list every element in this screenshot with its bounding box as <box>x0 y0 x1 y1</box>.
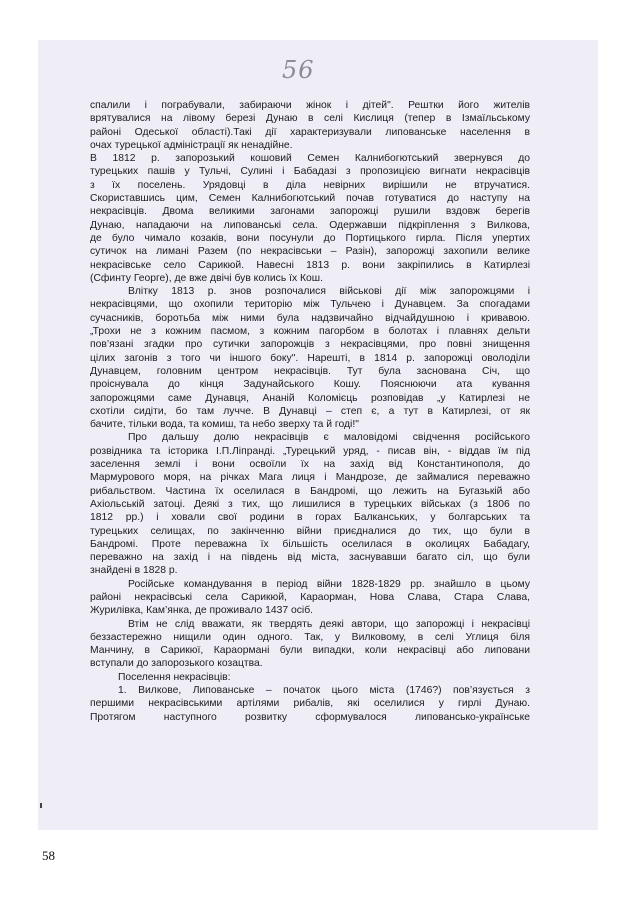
text-line: сутичок на лимані Разем (по некрасівськи – Разін), запорожці захопили велике <box>90 246 530 258</box>
text-line: заселення землі і вони освоїли їх на захід від Константинополя, до <box>90 459 530 471</box>
text-line: Влітку 1813 р. знов розпочалися військові дії між запорожцями і <box>128 286 530 298</box>
text-line: Дунаю, нападаючи на липованські села. Одержавши підкріплення з Вилкова, <box>90 219 530 231</box>
body-text <box>90 99 530 724</box>
scan-speck <box>40 803 42 808</box>
text-line: пов’язані згадки про сутички запорожців з некрасівцями, про повні знищення <box>90 339 530 351</box>
page-number: 58 <box>42 848 55 863</box>
text-line: схотіли сидіти, бо там лучче. В Дунавці – степ є, а тут в Катирлезі, от як <box>90 405 530 417</box>
text-line: некрасівцями, що охопили територію між Тульчею і Дунавцем. За спогадами <box>90 299 530 311</box>
text-line: переважно на захід і на південь від міста, заснувавши багато сіл, що були <box>90 552 530 564</box>
text-line: 1. Вилкове, Липованське – початок цього міста (1746?) пов’язується з <box>118 685 530 697</box>
text-line: очах турецької адміністрації як ненадійне. <box>90 139 293 151</box>
text-line: першими некрасівськими артілями рибалів, які оселилися у гирлі Дунаю. <box>90 698 530 710</box>
text-line: некрасівців. Двома великими загонами запорожці рушили вздовж берегів <box>90 206 530 218</box>
text-line: врятувалися на лівому березі Дунаю в селі Кислиця (тепер в Ізмаїльському <box>90 113 530 125</box>
handwritten-page-mark: 56 <box>282 56 315 84</box>
text-line: Скориставшись цим, Семен Калнибогютський почав готуватися до наступу на <box>90 193 530 205</box>
text-line: бачите, тільки вода, та комиш, та небо зверху та й годі!" <box>90 419 359 431</box>
text-line: де було чимало козаків, вони посунули до Портицького гирла. Після упертих <box>90 232 530 244</box>
text-line: районі Одеської області).Такі дії характеризували липованське населення в <box>90 126 530 138</box>
text-line: В 1812 р. запорозький кошовий Семен Калнибогютський звернувся до <box>90 153 530 165</box>
text-line: Журилівка, Кам’янка, де проживало 1437 осіб. <box>90 605 314 617</box>
text-line: сучасників, боротьба між ними була надзвичайно відчайдушною і кривавою. <box>90 312 530 324</box>
text-line: запорожцями саме Дунавця, Ананій Коломієць розповідав „у Катирлезі не <box>90 392 530 404</box>
text-line: Протягом наступного розвитку сформувалося липованськo-українське <box>90 711 530 723</box>
text-line: з їх поселень. Урядовці в діла невірних вирішили не втручатися. <box>90 179 530 191</box>
text-line: 1812 рр.) і ховали свої родини в горах Балканських, у болгарських та <box>90 512 530 524</box>
text-line: Російське командування в період війни 1828-1829 рр. знайшло в цьому <box>128 578 530 590</box>
text-line: Манчину, в Сарикюї, Караормані були випадки, коли некрасівці або липовани <box>90 645 530 657</box>
text-line: розвідника та історика І.П.Ліпранді. „Турецький уряд, - писав він, - віддав їм під <box>90 445 530 457</box>
text-line: спалили і пограбували, забираючи жінок і дітей". Рештки його жителів <box>90 100 530 111</box>
text-line: вступали до запорозького козацтва. <box>90 658 263 670</box>
text-line: районі некрасівські села Сарикюй, Караорман, Нова Слава, Стара Слава, <box>90 591 530 603</box>
text-line: Дунавцем, головним центром некрасівців. Тут була заснована Січ, що <box>90 365 530 377</box>
text-line: беззастережно нищили один одного. Так, у Вилковому, в селі Углиця біля <box>90 631 530 643</box>
text-line: некрасівське село Сарикюй. Навесні 1813 р. вони закріпились в Катирлезі <box>90 259 530 271</box>
text-line: Ахіольській затоці. Деякі з тих, що лишилися в турецьких військах (з 1806 по <box>90 498 530 510</box>
text-line: знайдені в 1828 р. <box>90 565 178 577</box>
text-line: Втім не слід вважати, як твердять деякі автори, що запорожці і некрасівці <box>128 618 530 630</box>
text-line: Бандромі. Проте переважна їх більшість оселилася в околицях Бабадагу, <box>90 538 530 550</box>
text-line: Мармурового моря, на річках Мага лиця і Мандрозе, де займалися переважно <box>90 472 530 484</box>
text-line: рибальством. Частина їх оселилася в Бандромі, що лежить на Бугазькій або <box>90 485 530 497</box>
text-line: Про дальшу долю некрасівців є маловідомі свідчення російського <box>128 432 530 444</box>
text-line: Поселення некрасівців: <box>118 671 231 683</box>
text-line: цілих загонів з того чи іншого боку". Нарешті, в 1814 р. запорожці оволоділи <box>90 352 530 364</box>
text-line: (Сфинту Георге), де вже двічі був колись їх Кош. <box>90 272 323 284</box>
text-line: проіснувала до кінця Задунайського Кошу. Пояснюючи ата кування <box>90 379 530 391</box>
text-line: турецьких пашів у Тульчі, Сулині і Бабадазі з пропозицією вигнати некрасівців <box>90 166 530 178</box>
text-line: турецьких селищах, по закінченню війни приєдналися до тих, що були в <box>90 525 530 537</box>
text-line: „Трохи не з кожним пасмом, з кожним пагорбом в болотах і плавнях дельти <box>90 326 530 338</box>
